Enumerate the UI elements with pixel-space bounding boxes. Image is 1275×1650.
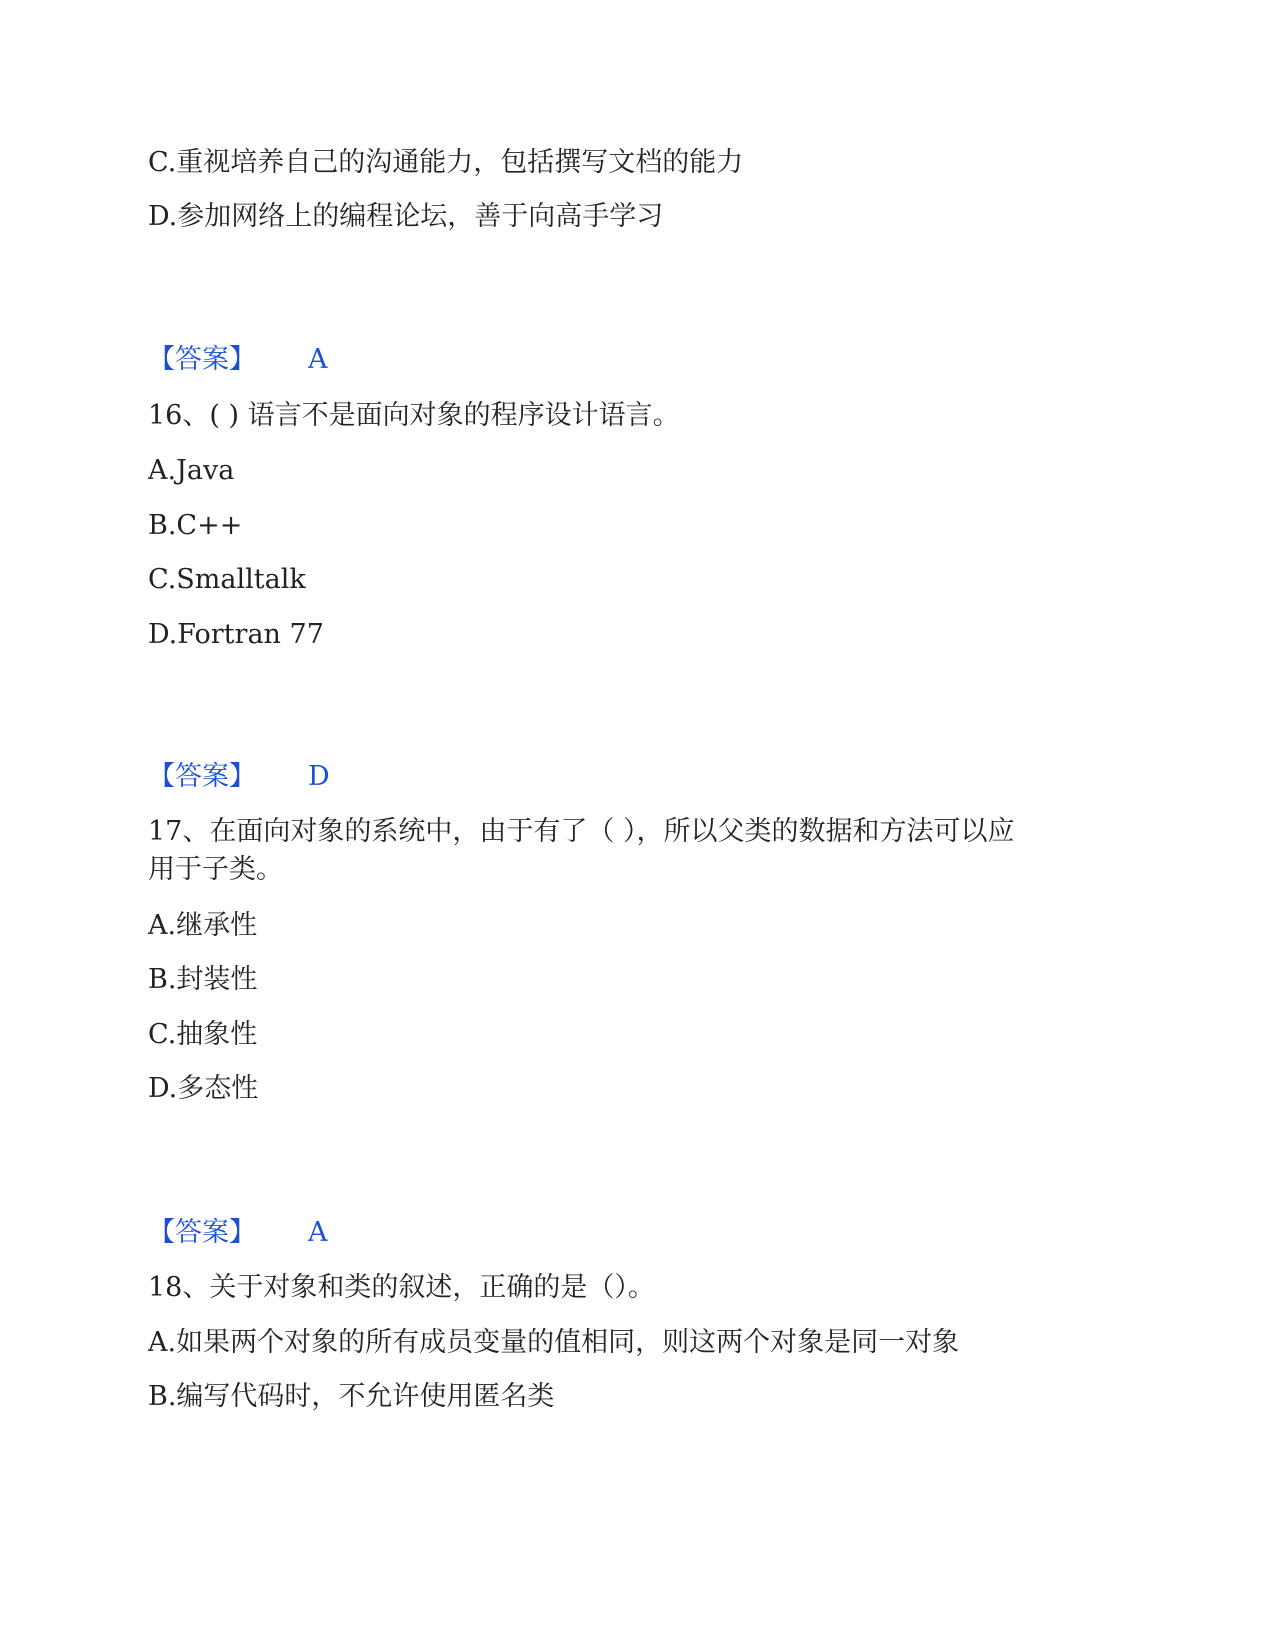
answer-label: 【答案】 [148,344,256,375]
q17-option-b: B.封装性 [148,964,258,995]
answer-label: 【答案】 [148,1217,256,1248]
q17-option-a: A.继承性 [148,910,258,941]
q16-option-d: D.Fortran 77 [148,619,324,650]
q15-option-c: C.重视培养自己的沟通能力，包括撰写文档的能力 [148,147,744,178]
q17-option-c: C.抽象性 [148,1019,258,1050]
q16-answer [148,757,330,797]
q18-option-b: B.编写代码时，不允许使用匿名类 [148,1381,555,1412]
q18-option-a: A.如果两个对象的所有成员变量的值相同，则这两个对象是同一对象 [148,1327,960,1358]
q16-stem: 16、( ) 语言不是面向对象的程序设计语言。 [148,400,680,431]
q18-stem: 18、关于对象和类的叙述，正确的是（）。 [148,1272,655,1303]
q17-stem-line-1: 17、在面向对象的系统中，由于有了（ ），所以父类的数据和方法可以应 [148,816,1015,847]
answer-value: A [308,1217,328,1248]
answer-value: A [308,344,328,375]
q16-option-b: B.C++ [148,510,243,541]
q17-answer [148,1213,328,1253]
q16-option-c: C.Smalltalk [148,564,306,595]
q15-option-d: D.参加网络上的编程论坛，善于向高手学习 [148,201,664,232]
q17-option-d: D.多态性 [148,1073,259,1104]
q15-answer [148,340,328,380]
q17-stem-line-2: 用于子类。 [148,854,283,885]
answer-value: D [308,761,330,792]
q16-option-a: A.Java [148,455,235,486]
answer-label: 【答案】 [148,761,256,792]
